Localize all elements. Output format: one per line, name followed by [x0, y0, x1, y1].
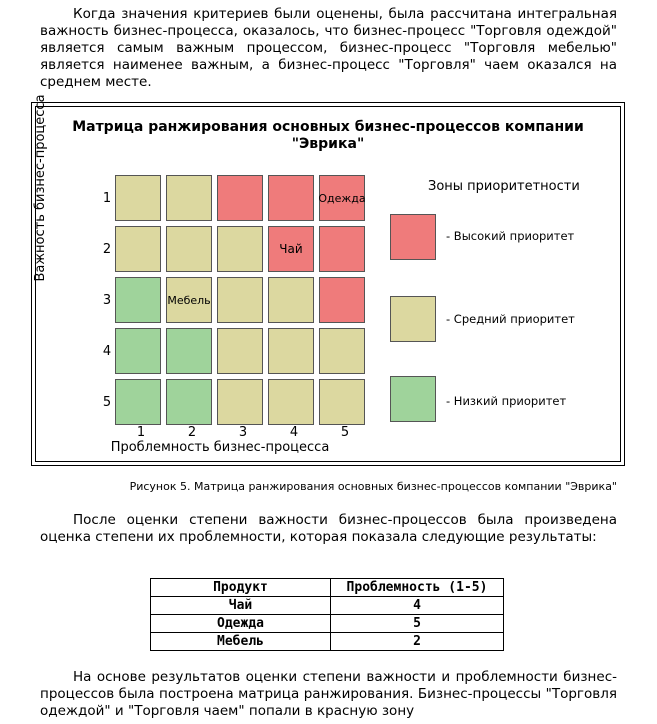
- intro-paragraph: [40, 6, 617, 91]
- matrix-cell-mid: [268, 379, 314, 425]
- row-label: 4: [102, 344, 112, 359]
- table-header-row: [151, 579, 504, 597]
- second-paragraph-text: После оценки степени важности бизнес-процессов была произведена оценка степени их проблемности, которая показала следующие результаты:: [40, 512, 617, 545]
- col-label: 4: [289, 425, 299, 440]
- table-header-product: Продукт: [151, 579, 331, 597]
- matrix-cell-high: [268, 175, 314, 221]
- figure-title-line1: Матрица ранжирования основных бизнес-процессов компании: [72, 119, 584, 135]
- matrix-cell-mid: [166, 175, 212, 221]
- legend-label-high: - Высокий приоритет: [446, 229, 575, 243]
- row-label: 3: [102, 293, 112, 308]
- table-cell-product: Мебель: [151, 633, 331, 651]
- final-paragraph-text: На основе результатов оценки степени важности и проблемности бизнес-процессов была построена матрица ранжирования. Бизнес-процессы "Торговля одеждой" и "Торговля чаем" попали в красную зону: [40, 669, 617, 719]
- matrix-cell-low: [166, 379, 212, 425]
- x-axis-label: Проблемность бизнес-процесса: [110, 440, 330, 455]
- matrix-cell-label: Мебель: [167, 293, 211, 307]
- legend-title: Зоны приоритетности: [428, 179, 580, 194]
- matrix-cell-mid: [268, 328, 314, 374]
- table-header-problem: Проблемность (1-5): [331, 579, 504, 597]
- matrix-cell-high: [268, 226, 314, 272]
- y-axis-label: Важность бизнес-процесса: [33, 94, 48, 282]
- matrix-cell-mid: [115, 226, 161, 272]
- col-label: 5: [340, 425, 350, 440]
- results-table: [150, 578, 504, 651]
- row-label: 2: [102, 242, 112, 257]
- intro-paragraph-text: Когда значения критериев были оценены, была рассчитана интегральная важность бизнес-процесса, оказалось, что бизнес-процесс "Торговля одеждой" является самым важным процессом, бизнес-процесс "Торговля мебелью" является наименее важным, а бизнес-процесс "Торговля" чаем оказался на среднем месте.: [40, 6, 617, 90]
- table-cell-value: 4: [331, 597, 504, 615]
- legend-swatch-mid: [390, 296, 436, 342]
- figure-title: [32, 119, 624, 153]
- figure-title-line2: "Эврика": [291, 136, 365, 152]
- legend-label-mid: - Средний приоритет: [446, 312, 575, 326]
- row-label: 5: [102, 395, 112, 410]
- second-paragraph: [40, 512, 617, 546]
- final-paragraph: [40, 669, 617, 720]
- matrix-cell-high: [217, 175, 263, 221]
- matrix-cell-low: [115, 277, 161, 323]
- table-cell-value: 5: [331, 615, 504, 633]
- matrix-cell-mid: [166, 277, 212, 323]
- table-row: [151, 615, 504, 633]
- matrix-cell-high: [319, 175, 365, 221]
- table-cell-product: Одежда: [151, 615, 331, 633]
- matrix-cell-mid: [217, 328, 263, 374]
- matrix-cell-low: [115, 328, 161, 374]
- matrix-cell-mid: [319, 379, 365, 425]
- legend-swatch-high: [390, 214, 436, 260]
- matrix-cell-mid: [319, 328, 365, 374]
- col-label: 3: [238, 425, 248, 440]
- row-label: 1: [102, 191, 112, 206]
- matrix-cell-mid: [217, 379, 263, 425]
- matrix-cell-label: Одежда: [318, 191, 366, 205]
- matrix-cell-low: [115, 379, 161, 425]
- matrix-cell-low: [166, 328, 212, 374]
- matrix-cell-mid: [268, 277, 314, 323]
- table-cell-value: 2: [331, 633, 504, 651]
- figure-caption: Рисунок 5. Матрица ранжирования основных бизнес-процессов компании "Эврика": [129, 480, 617, 493]
- matrix-cell-high: [319, 277, 365, 323]
- col-label: 2: [187, 425, 197, 440]
- legend-swatch-low: [390, 376, 436, 422]
- table-row: [151, 597, 504, 615]
- matrix-cell-mid: [217, 277, 263, 323]
- table-cell-product: Чай: [151, 597, 331, 615]
- matrix-cell-mid: [166, 226, 212, 272]
- legend-label-low: - Низкий приоритет: [446, 394, 567, 408]
- matrix-cell-mid: [217, 226, 263, 272]
- matrix-cell-high: [319, 226, 365, 272]
- table-row: [151, 633, 504, 651]
- col-label: 1: [136, 425, 146, 440]
- matrix-cell-label: Чай: [279, 242, 303, 256]
- matrix-cell-mid: [115, 175, 161, 221]
